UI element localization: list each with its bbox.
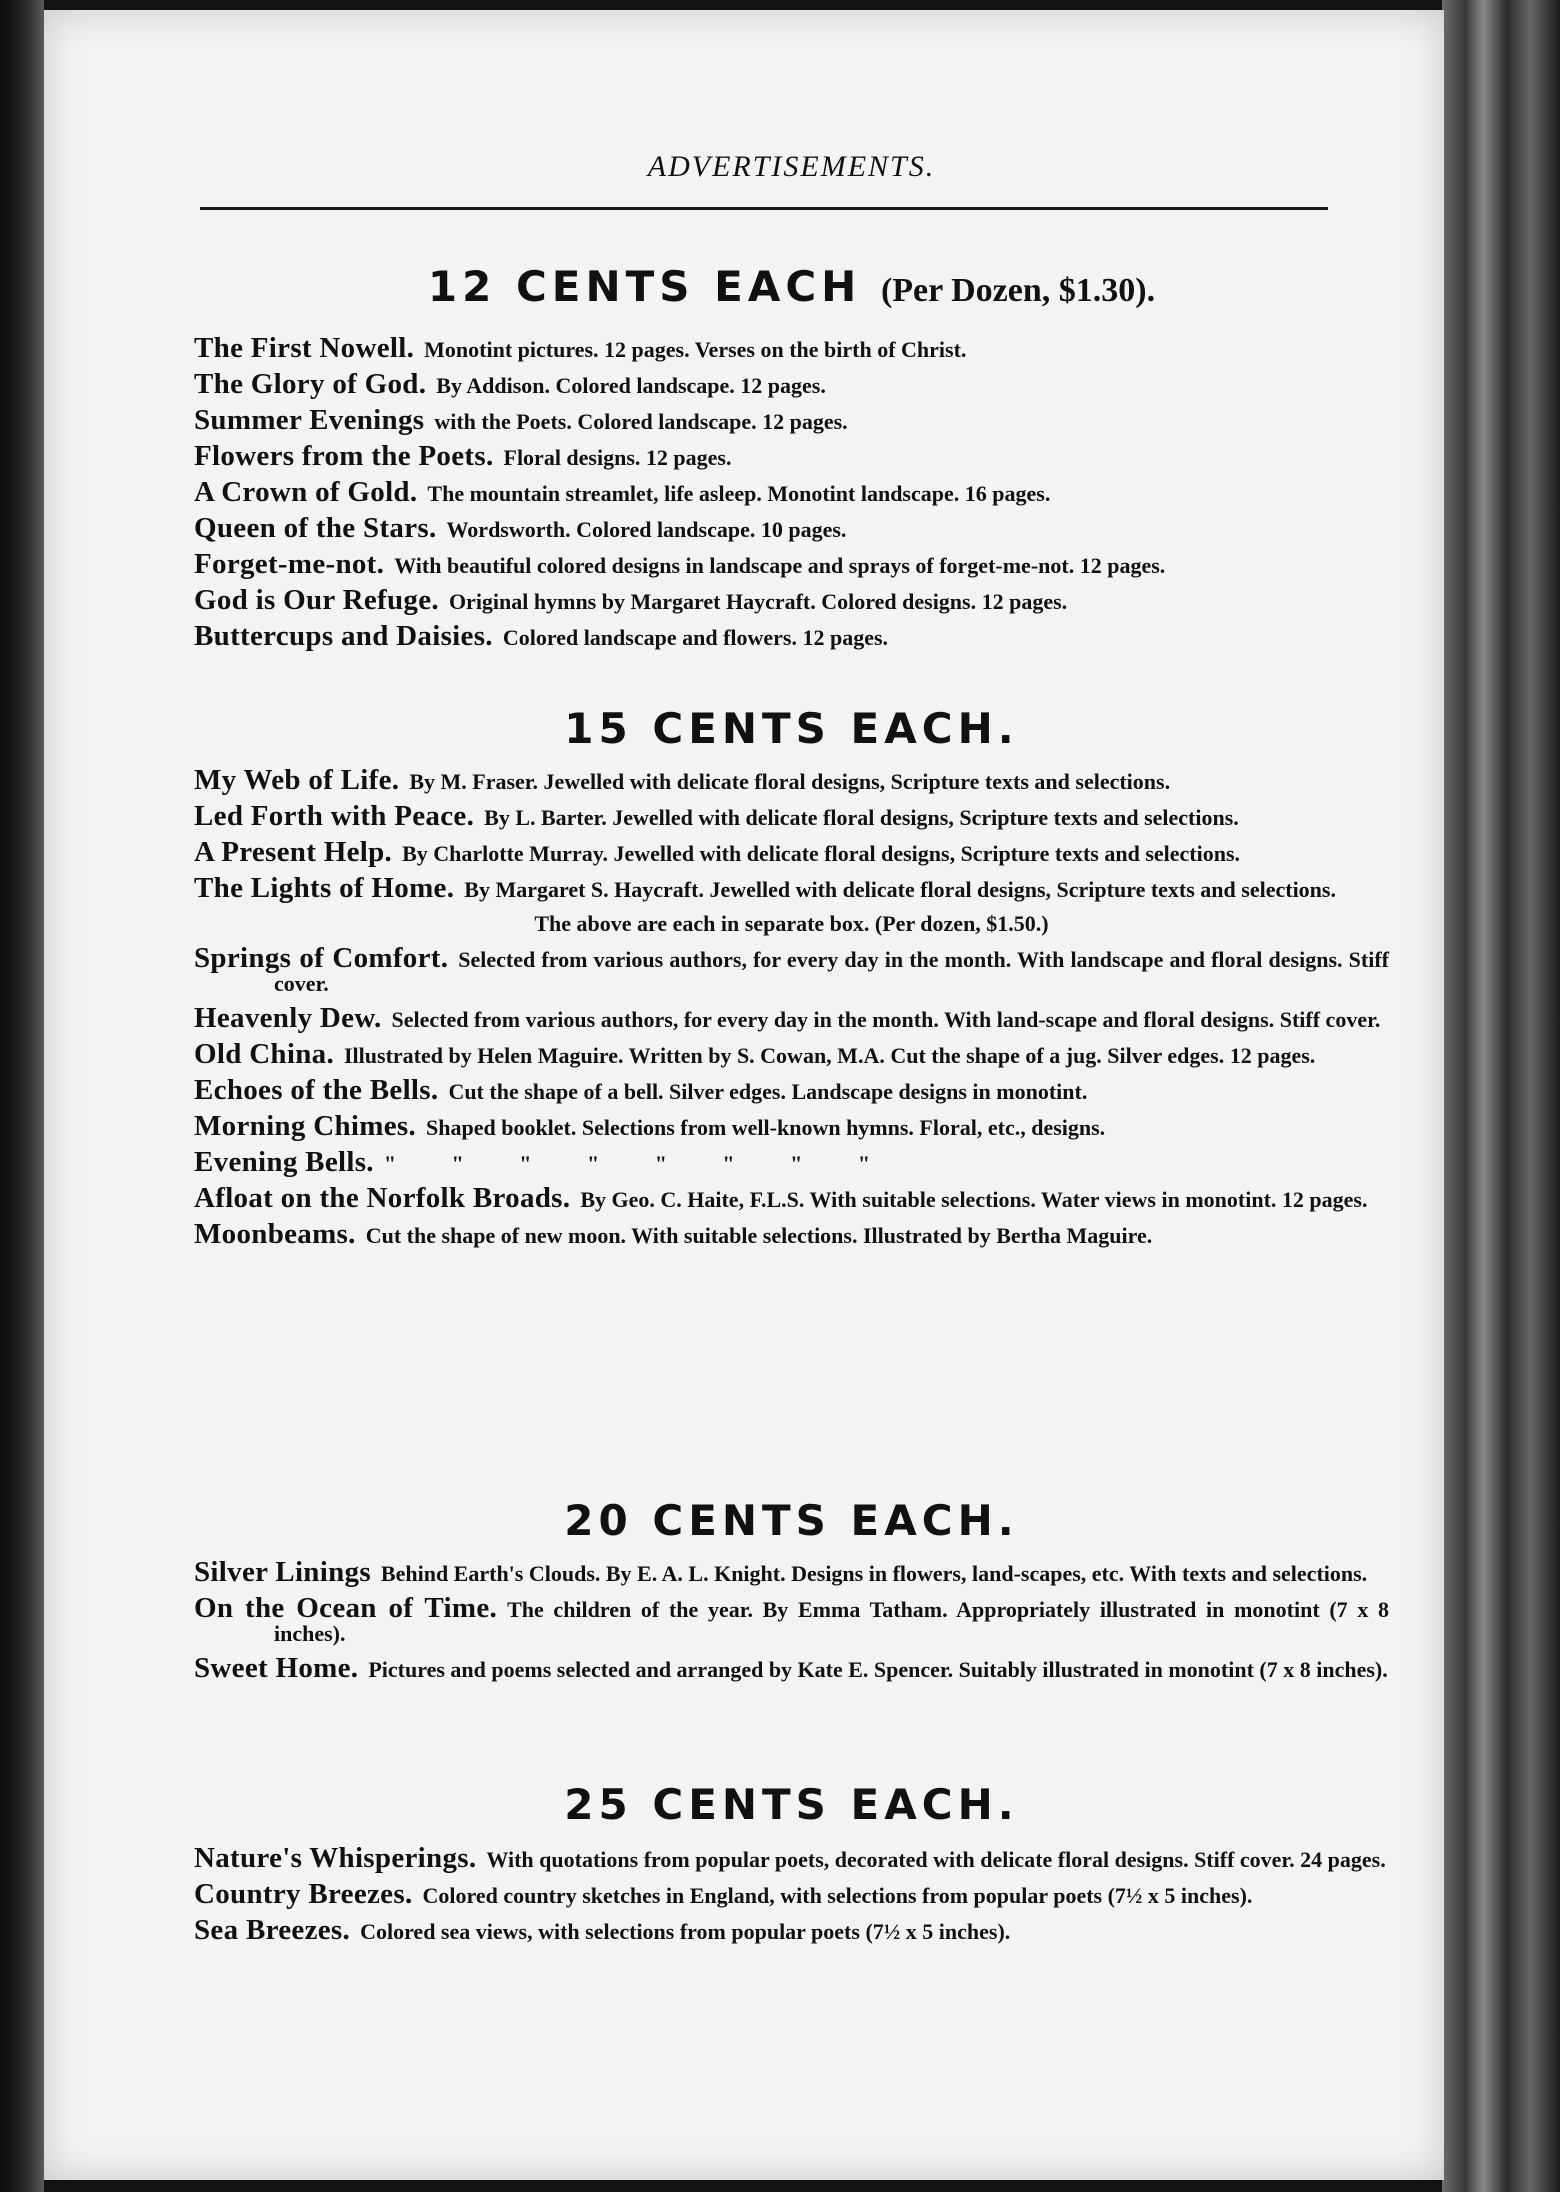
entry-description: Colored country sketches in England, with selections from popular poets (7½ x 5 inches). [422, 1883, 1253, 1908]
list-item [194, 836, 1389, 868]
list-item [194, 1878, 1389, 1910]
entry-title: Nature's Whisperings. [194, 1842, 477, 1874]
box-price-note: The above are each in separate box. (Per dozen, $1.50.) [534, 911, 1049, 936]
entry-title: Buttercups and Daisies. [194, 620, 493, 652]
entry-title: On the Ocean of Time. [194, 1592, 498, 1624]
entry-title: Morning Chimes. [194, 1110, 416, 1142]
list-item [194, 584, 1389, 616]
list-item [194, 548, 1389, 580]
entry-description: Selected from various authors, for every day in the month. With landscape and floral designs. Stiff cover. [274, 947, 1389, 996]
list-item [194, 1074, 1389, 1106]
entry-title: Silver Linings [194, 1556, 371, 1588]
entry-description: By L. Barter. Jewelled with delicate floral designs, Scripture texts and selections. [484, 805, 1239, 830]
entry-title: Old China. [194, 1038, 334, 1070]
entry-title: Springs of Comfort. [194, 942, 449, 974]
entry-description: Colored landscape and flowers. 12 pages. [502, 625, 889, 650]
entry-description: The children of the year. By Emma Tatham. Appropriately illustrated in monotint (7 x 8 inches). [274, 1597, 1390, 1646]
entry-title: The First Nowell. [194, 332, 415, 364]
entry-description: Wordsworth. Colored landscape. 10 pages. [446, 517, 847, 542]
entry-title: Summer Evenings [194, 404, 425, 436]
entry-title: My Web of Life. [194, 764, 400, 796]
entry-title: Heavenly Dew. [194, 1002, 382, 1034]
entry-title: God is Our Refuge. [194, 584, 439, 616]
list-item [194, 1146, 1389, 1178]
entry-description-ditto-marks: " " " " " " " " [383, 1151, 875, 1176]
entries-25-cents [194, 1842, 1389, 1954]
list-item [194, 1556, 1389, 1588]
list-item [194, 1002, 1389, 1034]
list-item [194, 368, 1389, 400]
entry-title: A Present Help. [194, 836, 393, 868]
list-item [194, 872, 1389, 904]
entry-title: Flowers from the Poets. [194, 440, 494, 472]
entry-description: By Margaret S. Haycraft. Jewelled with delicate floral designs, Scripture texts and selections. [464, 877, 1336, 902]
list-item [194, 942, 1389, 996]
entry-title: Evening Bells. [194, 1146, 374, 1178]
entry-description: Colored sea views, with selections from popular poets (7½ x 5 inches). [360, 1919, 1011, 1944]
entries-20-cents [194, 1556, 1390, 1692]
entry-title: Sweet Home. [194, 1652, 359, 1684]
list-item [194, 1182, 1389, 1214]
list-item [194, 800, 1389, 832]
entry-description: Shaped booklet. Selections from well-known hymns. Floral, etc., designs. [426, 1115, 1106, 1140]
entry-description: Monotint pictures. 12 pages. Verses on the birth of Christ. [424, 337, 967, 362]
list-item [194, 764, 1389, 796]
entry-title: Queen of the Stars. [194, 512, 437, 544]
list-item [194, 1842, 1389, 1874]
entry-description: With beautiful colored designs in landscape and sprays of forget-me-not. 12 pages. [394, 553, 1166, 578]
entry-description: By M. Fraser. Jewelled with delicate floral designs, Scripture texts and selections. [409, 769, 1171, 794]
entry-description: The mountain streamlet, life asleep. Monotint landscape. 16 pages. [427, 481, 1051, 506]
entry-description: Cut the shape of a bell. Silver edges. Landscape designs in monotint. [448, 1079, 1088, 1104]
section-heading-20-cents [194, 1496, 1389, 1545]
book-gutter-left [0, 0, 44, 2192]
entry-description: By Geo. C. Haite, F.L.S. With suitable selections. Water views in monotint. 12 pages. [580, 1187, 1368, 1212]
entries-15-cents [194, 764, 1389, 1258]
list-item [194, 440, 1389, 472]
header-rule [200, 207, 1328, 210]
page-paper [44, 10, 1444, 2180]
list-item [194, 512, 1389, 544]
entry-title: Echoes of the Bells. [194, 1074, 439, 1106]
list-item [194, 620, 1389, 652]
list-item [194, 332, 1389, 364]
entry-description: Selected from various authors, for every day in the month. With land-scape and floral designs. Stiff cover. [391, 1007, 1381, 1032]
list-item [194, 1218, 1389, 1250]
section-heading-text: 20 CENTS EACH. [564, 1496, 1019, 1545]
running-head: ADVERTISEMENTS. [647, 150, 936, 183]
section-heading-text: 12 CENTS EACH [427, 262, 862, 311]
list-item [194, 476, 1389, 508]
book-page-edges-right [1442, 0, 1560, 2192]
section-heading-25-cents [194, 1780, 1389, 1829]
entry-title: A Crown of Gold. [194, 476, 418, 508]
entry-title: Afloat on the Norfolk Broads. [194, 1182, 571, 1214]
list-item [194, 1110, 1389, 1142]
entry-title: The Lights of Home. [194, 872, 455, 904]
entry-description: Illustrated by Helen Maguire. Written by S. Cowan, M.A. Cut the shape of a jug. Silver edges. 12 pages. [344, 1043, 1316, 1068]
entry-title: Led Forth with Peace. [194, 800, 475, 832]
entry-description: Cut the shape of new moon. With suitable selections. Illustrated by Bertha Maguire. [365, 1223, 1153, 1248]
entry-description: By Charlotte Murray. Jewelled with delicate floral designs, Scripture texts and selections. [402, 841, 1241, 866]
entry-title: Country Breezes. [194, 1878, 413, 1910]
list-item [194, 1914, 1389, 1946]
section-heading-price-note: (Per Dozen, $1.30). [880, 272, 1156, 309]
entry-description: Original hymns by Margaret Haycraft. Colored designs. 12 pages. [448, 589, 1068, 614]
entry-description: with the Poets. Colored landscape. 12 pages. [434, 409, 848, 434]
list-item [194, 404, 1389, 436]
entry-description: Floral designs. 12 pages. [503, 445, 732, 470]
entry-description: Behind Earth's Clouds. By E. A. L. Knight. Designs in flowers, land-scapes, etc. With texts and selections. [380, 1561, 1368, 1586]
entry-description: By Addison. Colored landscape. 12 pages. [436, 373, 826, 398]
entry-title: Moonbeams. [194, 1218, 356, 1250]
entry-description: Pictures and poems selected and arranged by Kate E. Spencer. Suitably illustrated in monotint (7 x 8 inches). [368, 1657, 1388, 1682]
entry-title: The Glory of God. [194, 368, 427, 400]
section-heading-text: 15 CENTS EACH. [564, 704, 1019, 753]
list-item [194, 1652, 1389, 1684]
section-heading-12-cents [194, 262, 1389, 311]
entry-title: Forget-me-not. [194, 548, 385, 580]
list-item [194, 1592, 1390, 1646]
section-heading-text: 25 CENTS EACH. [564, 1780, 1019, 1829]
entry-title: Sea Breezes. [194, 1914, 351, 1946]
entries-12-cents [194, 332, 1389, 660]
entry-description: With quotations from popular poets, decorated with delicate floral designs. Stiff cover. 24 pages. [486, 1847, 1386, 1872]
section-heading-15-cents [194, 704, 1389, 753]
list-item [194, 1038, 1389, 1070]
